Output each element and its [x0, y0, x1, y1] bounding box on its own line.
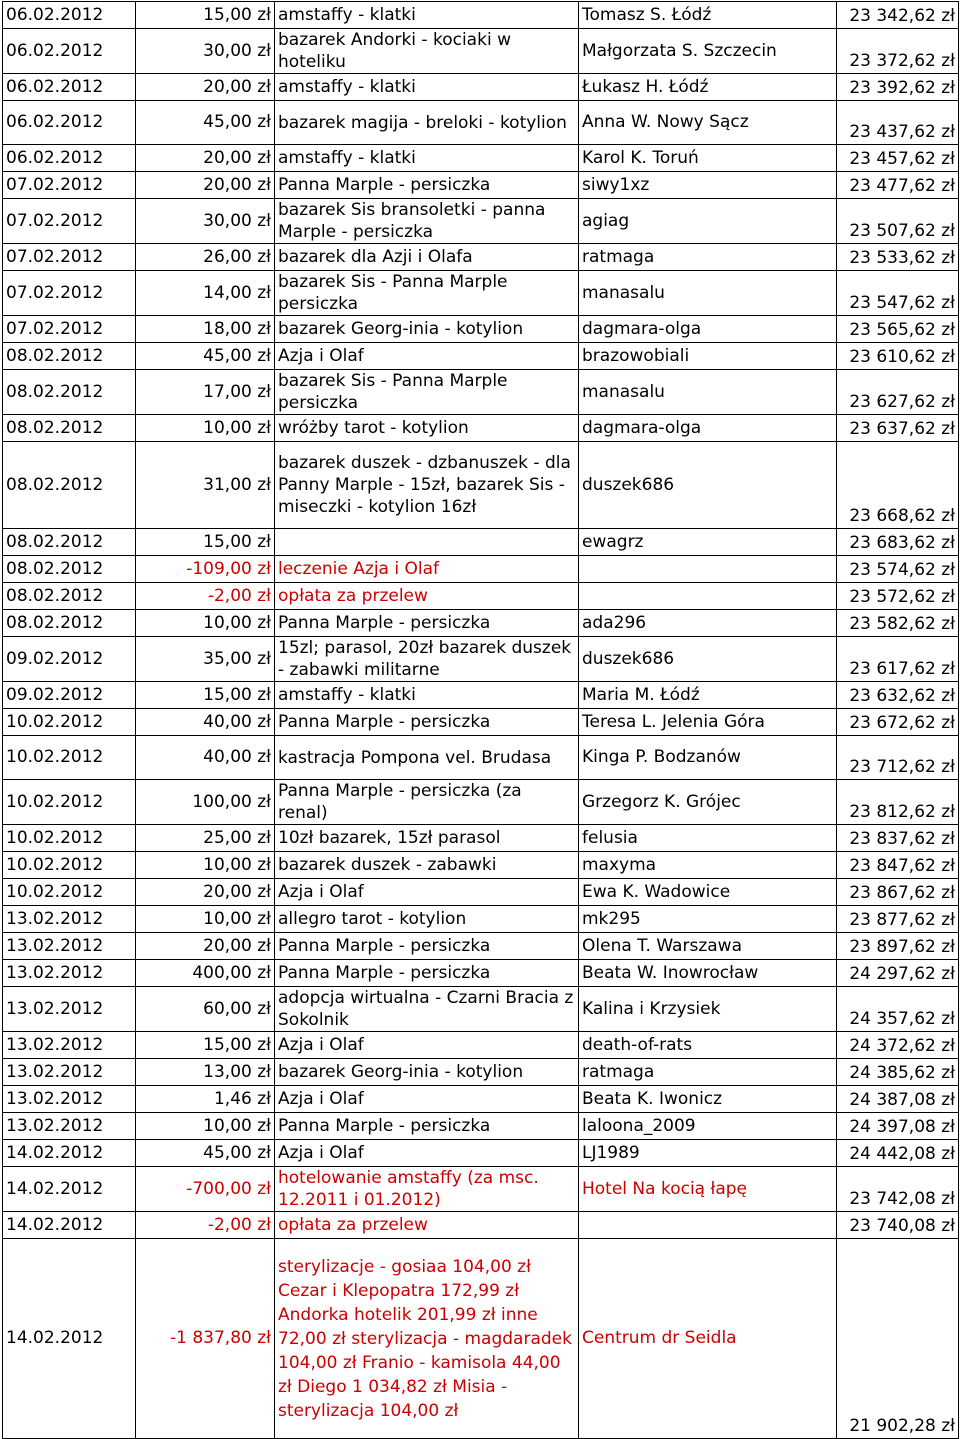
balance-cell: 23 617,62 zł — [837, 637, 959, 682]
description-cell: kastracja Pompona vel. Brudasa — [275, 736, 579, 780]
description-cell: bazarek magija - breloki - kotylion — [275, 101, 579, 145]
date-cell: 08.02.2012 — [3, 370, 136, 415]
description-cell: Azja i Olaf — [275, 879, 579, 906]
table-row — [3, 370, 959, 415]
date-cell: 13.02.2012 — [3, 906, 136, 933]
payer-cell: brazowobiali — [579, 343, 837, 370]
description-cell: bazarek Georg-inia - kotylion — [275, 316, 579, 343]
table-row — [3, 271, 959, 316]
description-cell: bazarek Georg-inia - kotylion — [275, 1059, 579, 1086]
table-row — [3, 583, 959, 610]
table-row — [3, 825, 959, 852]
balance-cell: 24 442,08 zł — [837, 1140, 959, 1167]
table-row — [3, 343, 959, 370]
payer-cell: dagmara-olga — [579, 316, 837, 343]
date-cell: 08.02.2012 — [3, 529, 136, 556]
description-cell: bazarek Andorki - kociaki w hoteliku — [275, 29, 579, 74]
payer-cell: Karol K. Toruń — [579, 145, 837, 172]
table-row — [3, 933, 959, 960]
amount-cell: 26,00 zł — [136, 244, 275, 271]
amount-cell: 20,00 zł — [136, 145, 275, 172]
balance-cell: 23 610,62 zł — [837, 343, 959, 370]
description-cell: Azja i Olaf — [275, 1086, 579, 1113]
balance-cell: 23 742,08 zł — [837, 1167, 959, 1212]
payer-cell: ewagrz — [579, 529, 837, 556]
date-cell: 14.02.2012 — [3, 1140, 136, 1167]
payer-cell: Małgorzata S. Szczecin — [579, 29, 837, 74]
description-cell: bazarek duszek - dzbanuszek - dla Panny Marple - 15zł, bazarek Sis - miseczki - kotylion 16zł — [275, 442, 579, 529]
table-row — [3, 1239, 959, 1439]
description-cell: adopcja wirtualna - Czarni Bracia z Sokolnik — [275, 987, 579, 1032]
table-row — [3, 529, 959, 556]
balance-cell: 24 297,62 zł — [837, 960, 959, 987]
payer-cell: laloona_2009 — [579, 1113, 837, 1140]
balance-cell: 23 457,62 zł — [837, 145, 959, 172]
description-cell — [275, 529, 579, 556]
description-cell: leczenie Azja i Olaf — [275, 556, 579, 583]
description-cell: amstaffy - klatki — [275, 74, 579, 101]
payer-cell: Teresa L. Jelenia Góra — [579, 709, 837, 736]
payer-cell: Ewa K. Wadowice — [579, 879, 837, 906]
payer-cell: mk295 — [579, 906, 837, 933]
description-cell: opłata za przelew — [275, 583, 579, 610]
table-row — [3, 74, 959, 101]
payer-cell: dagmara-olga — [579, 415, 837, 442]
amount-cell: -2,00 zł — [136, 583, 275, 610]
payer-cell: Kinga P. Bodzanów — [579, 736, 837, 780]
balance-cell: 23 837,62 zł — [837, 825, 959, 852]
description-cell: Panna Marple - persiczka — [275, 610, 579, 637]
date-cell: 09.02.2012 — [3, 682, 136, 709]
date-cell: 07.02.2012 — [3, 244, 136, 271]
balance-cell: 24 397,08 zł — [837, 1113, 959, 1140]
table-row — [3, 906, 959, 933]
date-cell: 06.02.2012 — [3, 101, 136, 145]
payer-cell: manasalu — [579, 271, 837, 316]
date-cell: 08.02.2012 — [3, 415, 136, 442]
payer-cell: siwy1xz — [579, 172, 837, 199]
amount-cell: 30,00 zł — [136, 199, 275, 244]
amount-cell: 10,00 zł — [136, 610, 275, 637]
date-cell: 08.02.2012 — [3, 556, 136, 583]
date-cell: 06.02.2012 — [3, 2, 136, 29]
balance-cell: 23 712,62 zł — [837, 736, 959, 780]
balance-cell: 24 385,62 zł — [837, 1059, 959, 1086]
balance-cell: 23 847,62 zł — [837, 852, 959, 879]
date-cell: 13.02.2012 — [3, 1113, 136, 1140]
balance-cell: 21 902,28 zł — [837, 1239, 959, 1439]
amount-cell: 60,00 zł — [136, 987, 275, 1032]
date-cell: 14.02.2012 — [3, 1212, 136, 1239]
amount-cell: 10,00 zł — [136, 1113, 275, 1140]
balance-cell: 23 867,62 zł — [837, 879, 959, 906]
payer-cell: Anna W. Nowy Sącz — [579, 101, 837, 145]
table-row — [3, 682, 959, 709]
table-row — [3, 145, 959, 172]
payer-cell: Olena T. Warszawa — [579, 933, 837, 960]
amount-cell: 20,00 zł — [136, 172, 275, 199]
payer-cell: ratmaga — [579, 244, 837, 271]
table-row — [3, 736, 959, 780]
table-row — [3, 879, 959, 906]
date-cell: 06.02.2012 — [3, 145, 136, 172]
amount-cell: 45,00 zł — [136, 101, 275, 145]
description-cell: Panna Marple - persiczka (za renal) — [275, 780, 579, 825]
payer-cell: Hotel Na kocią łapę — [579, 1167, 837, 1212]
description-cell: sterylizacje - gosiaa 104,00 zł Cezar i Klepopatra 172,99 zł Andorka hotelik 201,99 zł inne 72,00 zł sterylizacja - magdaradek 104,00 zł Franio - kamisola 44,00 zł Diego 1 034,82 zł Misia - sterylizacja 104,00 zł — [275, 1239, 579, 1439]
amount-cell: 20,00 zł — [136, 933, 275, 960]
description-cell: allegro tarot - kotylion — [275, 906, 579, 933]
amount-cell: 15,00 zł — [136, 1032, 275, 1059]
table-row — [3, 987, 959, 1032]
date-cell: 13.02.2012 — [3, 933, 136, 960]
payer-cell — [579, 1212, 837, 1239]
date-cell: 13.02.2012 — [3, 987, 136, 1032]
date-cell: 07.02.2012 — [3, 316, 136, 343]
amount-cell: 18,00 zł — [136, 316, 275, 343]
table-row — [3, 1086, 959, 1113]
payer-cell: Maria M. Łódź — [579, 682, 837, 709]
payer-cell: duszek686 — [579, 442, 837, 529]
table-row — [3, 101, 959, 145]
date-cell: 10.02.2012 — [3, 780, 136, 825]
table-row — [3, 442, 959, 529]
date-cell: 10.02.2012 — [3, 852, 136, 879]
description-cell: amstaffy - klatki — [275, 682, 579, 709]
payer-cell — [579, 556, 837, 583]
balance-cell: 23 740,08 zł — [837, 1212, 959, 1239]
date-cell: 10.02.2012 — [3, 879, 136, 906]
payer-cell: Centrum dr Seidla — [579, 1239, 837, 1439]
payer-cell: Łukasz H. Łódź — [579, 74, 837, 101]
date-cell: 08.02.2012 — [3, 343, 136, 370]
date-cell: 14.02.2012 — [3, 1167, 136, 1212]
description-cell: bazarek duszek - zabawki — [275, 852, 579, 879]
date-cell: 14.02.2012 — [3, 1239, 136, 1439]
balance-cell: 23 877,62 zł — [837, 906, 959, 933]
description-cell: Panna Marple - persiczka — [275, 960, 579, 987]
balance-cell: 23 582,62 zł — [837, 610, 959, 637]
description-cell: opłata za przelew — [275, 1212, 579, 1239]
table-row — [3, 199, 959, 244]
payer-cell: ratmaga — [579, 1059, 837, 1086]
table-row — [3, 316, 959, 343]
description-cell: 10zł bazarek, 15zł parasol — [275, 825, 579, 852]
amount-cell: -109,00 zł — [136, 556, 275, 583]
amount-cell: 40,00 zł — [136, 709, 275, 736]
table-row — [3, 172, 959, 199]
date-cell: 07.02.2012 — [3, 271, 136, 316]
description-cell: bazarek Sis - Panna Marple persiczka — [275, 271, 579, 316]
date-cell: 10.02.2012 — [3, 825, 136, 852]
payer-cell: duszek686 — [579, 637, 837, 682]
balance-cell: 23 392,62 zł — [837, 74, 959, 101]
payer-cell: LJ1989 — [579, 1140, 837, 1167]
description-cell: Panna Marple - persiczka — [275, 1113, 579, 1140]
amount-cell: 31,00 zł — [136, 442, 275, 529]
table-row — [3, 852, 959, 879]
date-cell: 07.02.2012 — [3, 199, 136, 244]
date-cell: 10.02.2012 — [3, 736, 136, 780]
payer-cell: Beata K. Iwonicz — [579, 1086, 837, 1113]
balance-cell: 23 574,62 zł — [837, 556, 959, 583]
amount-cell: 100,00 zł — [136, 780, 275, 825]
amount-cell: 15,00 zł — [136, 529, 275, 556]
amount-cell: 15,00 zł — [136, 2, 275, 29]
balance-cell: 23 533,62 zł — [837, 244, 959, 271]
amount-cell: -2,00 zł — [136, 1212, 275, 1239]
balance-cell: 24 357,62 zł — [837, 987, 959, 1032]
amount-cell: 20,00 zł — [136, 879, 275, 906]
balance-cell: 24 372,62 zł — [837, 1032, 959, 1059]
balance-cell: 23 683,62 zł — [837, 529, 959, 556]
table-row — [3, 1032, 959, 1059]
description-cell: Panna Marple - persiczka — [275, 709, 579, 736]
description-cell: bazarek Sis bransoletki - panna Marple - persiczka — [275, 199, 579, 244]
amount-cell: 25,00 zł — [136, 825, 275, 852]
balance-cell: 23 342,62 zł — [837, 2, 959, 29]
amount-cell: 15,00 zł — [136, 682, 275, 709]
date-cell: 08.02.2012 — [3, 442, 136, 529]
description-cell: wróżby tarot - kotylion — [275, 415, 579, 442]
table-row — [3, 709, 959, 736]
ledger-body — [3, 2, 959, 1439]
balance-cell: 23 565,62 zł — [837, 316, 959, 343]
payer-cell: felusia — [579, 825, 837, 852]
payer-cell: Kalina i Krzysiek — [579, 987, 837, 1032]
payer-cell: Grzegorz K. Grójec — [579, 780, 837, 825]
amount-cell: 45,00 zł — [136, 1140, 275, 1167]
amount-cell: 10,00 zł — [136, 852, 275, 879]
table-row — [3, 1167, 959, 1212]
date-cell: 08.02.2012 — [3, 610, 136, 637]
date-cell: 07.02.2012 — [3, 172, 136, 199]
amount-cell: 1,46 zł — [136, 1086, 275, 1113]
description-cell: Azja i Olaf — [275, 1032, 579, 1059]
date-cell: 06.02.2012 — [3, 29, 136, 74]
amount-cell: 400,00 zł — [136, 960, 275, 987]
balance-cell: 23 572,62 zł — [837, 583, 959, 610]
table-row — [3, 244, 959, 271]
date-cell: 13.02.2012 — [3, 960, 136, 987]
table-row — [3, 637, 959, 682]
payer-cell: Beata W. Inowrocław — [579, 960, 837, 987]
amount-cell: 40,00 zł — [136, 736, 275, 780]
description-cell: Azja i Olaf — [275, 1140, 579, 1167]
payer-cell: agiag — [579, 199, 837, 244]
balance-cell: 23 507,62 zł — [837, 199, 959, 244]
date-cell: 13.02.2012 — [3, 1032, 136, 1059]
description-cell: Panna Marple - persiczka — [275, 933, 579, 960]
table-row — [3, 415, 959, 442]
table-row — [3, 556, 959, 583]
balance-cell: 23 812,62 zł — [837, 780, 959, 825]
payer-cell: Tomasz S. Łódź — [579, 2, 837, 29]
balance-cell: 23 637,62 zł — [837, 415, 959, 442]
date-cell: 08.02.2012 — [3, 583, 136, 610]
description-cell: Panna Marple - persiczka — [275, 172, 579, 199]
payer-cell: manasalu — [579, 370, 837, 415]
ledger-table — [2, 1, 959, 1439]
date-cell: 10.02.2012 — [3, 709, 136, 736]
table-row — [3, 1059, 959, 1086]
table-row — [3, 2, 959, 29]
amount-cell: 13,00 zł — [136, 1059, 275, 1086]
payer-cell: death-of-rats — [579, 1032, 837, 1059]
amount-cell: 20,00 zł — [136, 74, 275, 101]
balance-cell: 23 668,62 zł — [837, 442, 959, 529]
amount-cell: 30,00 zł — [136, 29, 275, 74]
amount-cell: 35,00 zł — [136, 637, 275, 682]
payer-cell: ada296 — [579, 610, 837, 637]
date-cell: 13.02.2012 — [3, 1059, 136, 1086]
table-row — [3, 610, 959, 637]
payer-cell: maxyma — [579, 852, 837, 879]
table-row — [3, 29, 959, 74]
balance-cell: 23 477,62 zł — [837, 172, 959, 199]
balance-cell: 24 387,08 zł — [837, 1086, 959, 1113]
balance-cell: 23 437,62 zł — [837, 101, 959, 145]
table-row — [3, 960, 959, 987]
table-row — [3, 1113, 959, 1140]
amount-cell: 10,00 zł — [136, 906, 275, 933]
table-row — [3, 1140, 959, 1167]
description-cell: Azja i Olaf — [275, 343, 579, 370]
description-cell: bazarek Sis - Panna Marple persiczka — [275, 370, 579, 415]
balance-cell: 23 672,62 zł — [837, 709, 959, 736]
description-cell: hotelowanie amstaffy (za msc. 12.2011 i 01.2012) — [275, 1167, 579, 1212]
date-cell: 09.02.2012 — [3, 637, 136, 682]
date-cell: 06.02.2012 — [3, 74, 136, 101]
payer-cell — [579, 583, 837, 610]
balance-cell: 23 632,62 zł — [837, 682, 959, 709]
description-cell: amstaffy - klatki — [275, 145, 579, 172]
table-row — [3, 1212, 959, 1239]
description-cell: bazarek dla Azji i Olafa — [275, 244, 579, 271]
date-cell: 13.02.2012 — [3, 1086, 136, 1113]
description-cell: 15zl; parasol, 20zł bazarek duszek - zabawki militarne — [275, 637, 579, 682]
amount-cell: -1 837,80 zł — [136, 1239, 275, 1439]
balance-cell: 23 627,62 zł — [837, 370, 959, 415]
balance-cell: 23 547,62 zł — [837, 271, 959, 316]
amount-cell: -700,00 zł — [136, 1167, 275, 1212]
amount-cell: 14,00 zł — [136, 271, 275, 316]
table-row — [3, 780, 959, 825]
amount-cell: 17,00 zł — [136, 370, 275, 415]
description-cell: amstaffy - klatki — [275, 2, 579, 29]
balance-cell: 23 372,62 zł — [837, 29, 959, 74]
amount-cell: 45,00 zł — [136, 343, 275, 370]
amount-cell: 10,00 zł — [136, 415, 275, 442]
balance-cell: 23 897,62 zł — [837, 933, 959, 960]
